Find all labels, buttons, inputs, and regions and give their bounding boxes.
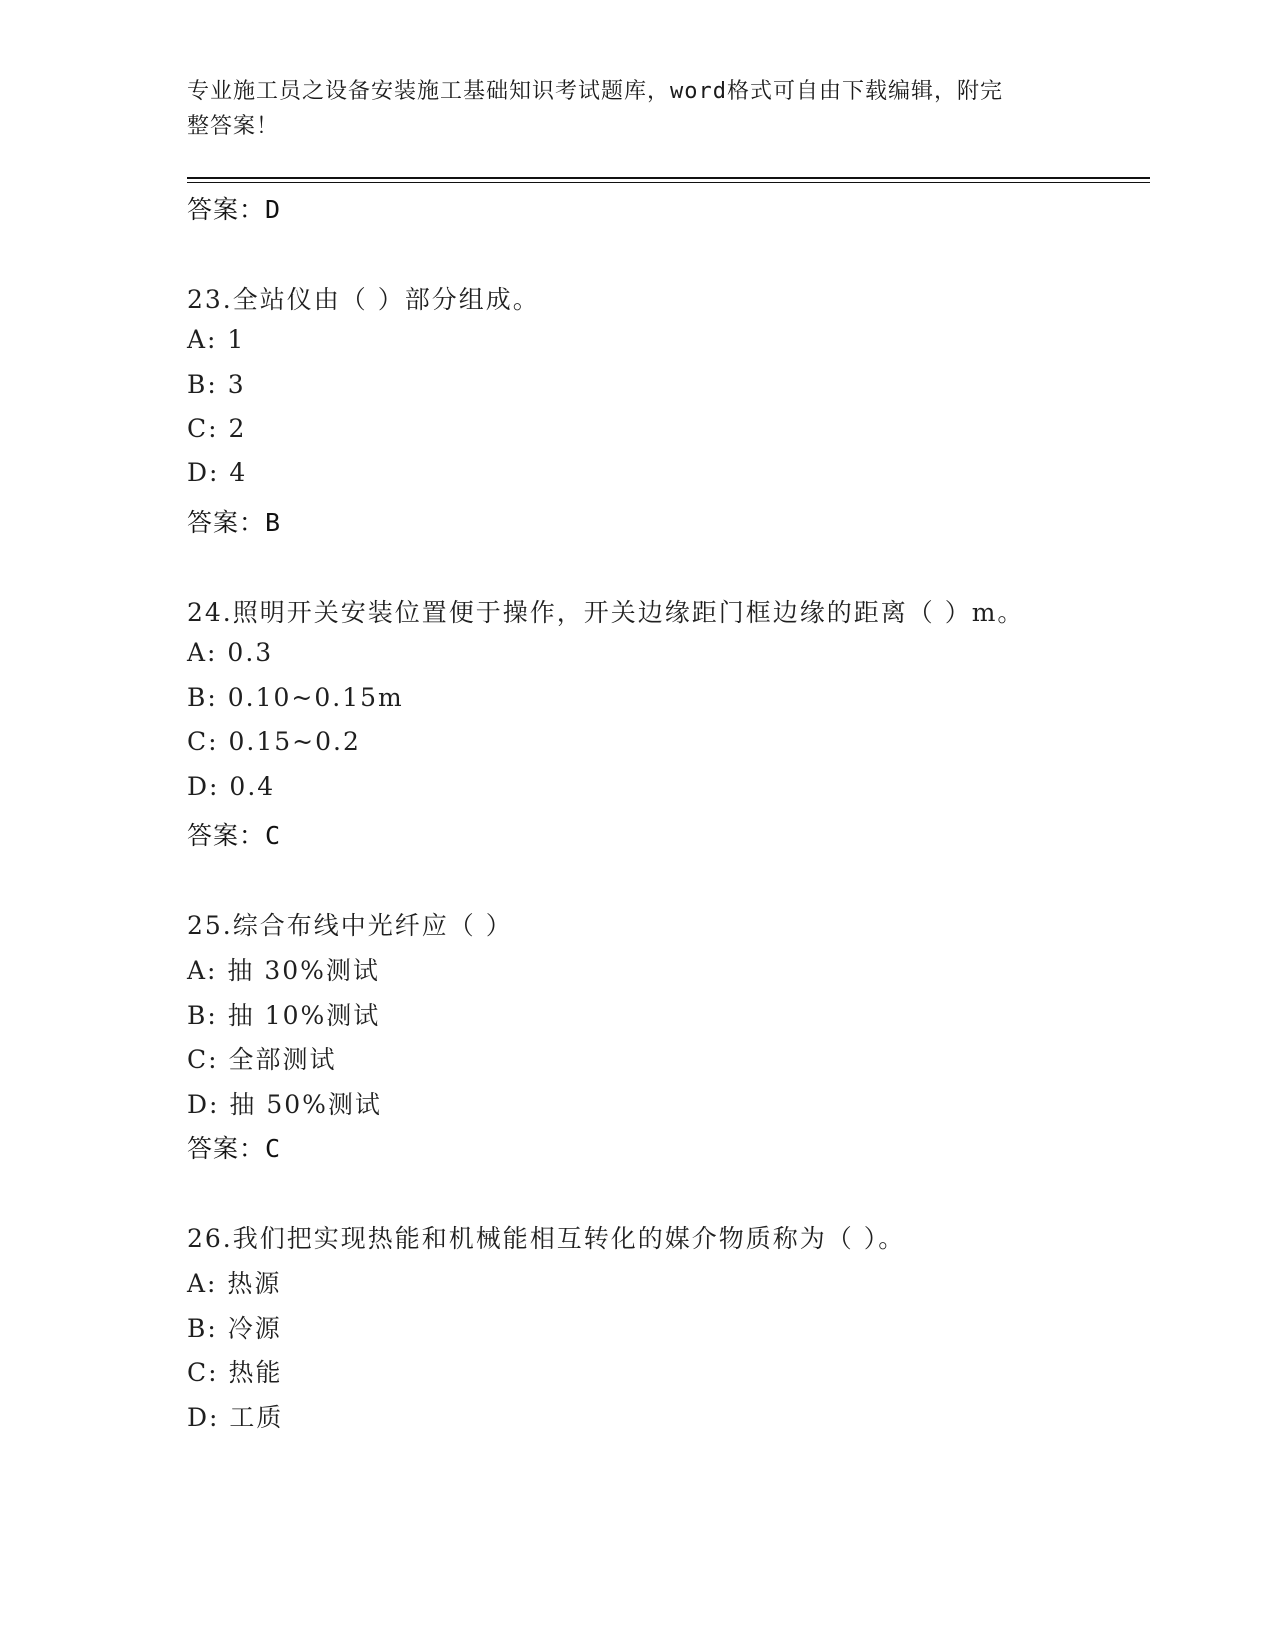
- question-23-option-b: B: 3: [187, 370, 246, 399]
- question-24-stem: 24.照明开关安装位置便于操作，开关边缘距门框边缘的距离（ ）m。: [187, 598, 1025, 627]
- document-header: [187, 74, 1067, 144]
- question-25-option-d: D: 抽 50%测试: [187, 1090, 382, 1119]
- question-25-option-b: B: 抽 10%测试: [187, 1001, 381, 1030]
- question-26-option-a: A: 热源: [187, 1269, 282, 1298]
- question-23-stem: 23.全站仪由（ ）部分组成。: [187, 285, 540, 314]
- question-24-answer: 答案：C: [187, 821, 282, 850]
- header-title-line-1: 专业施工员之设备安装施工基础知识考试题库，word格式可自由下载编辑，附完: [187, 79, 1003, 104]
- question-26-option-d: D: 工质: [187, 1403, 284, 1432]
- question-26-option-c: C: 热能: [187, 1358, 283, 1387]
- question-23-option-a: A: 1: [187, 325, 246, 354]
- question-25-stem: 25.综合布线中光纤应（ ）: [187, 911, 513, 940]
- question-25-answer: 答案：C: [187, 1134, 282, 1163]
- question-24-option-b: B: 0.10~0.15m: [187, 683, 404, 712]
- question-25-option-c: C: 全部测试: [187, 1045, 337, 1074]
- question-26-stem: 26.我们把实现热能和机械能相互转化的媒介物质称为（ ）。: [187, 1224, 906, 1253]
- question-24-option-a: A: 0.3: [187, 638, 274, 667]
- question-23-answer: 答案：B: [187, 508, 282, 537]
- question-24-option-d: D: 0.4: [187, 772, 276, 801]
- previous-answer: 答案：D: [187, 195, 282, 224]
- header-divider-thin: [187, 182, 1150, 183]
- header-title-line-2: 整答案！: [187, 114, 280, 139]
- question-25-option-a: A: 抽 30%测试: [187, 956, 380, 985]
- question-23-option-c: C: 2: [187, 414, 247, 443]
- question-24-option-c: C: 0.15~0.2: [187, 727, 361, 756]
- header-divider-thick: [187, 177, 1150, 179]
- question-23-option-d: D: 4: [187, 458, 248, 487]
- question-26-option-b: B: 冷源: [187, 1314, 282, 1343]
